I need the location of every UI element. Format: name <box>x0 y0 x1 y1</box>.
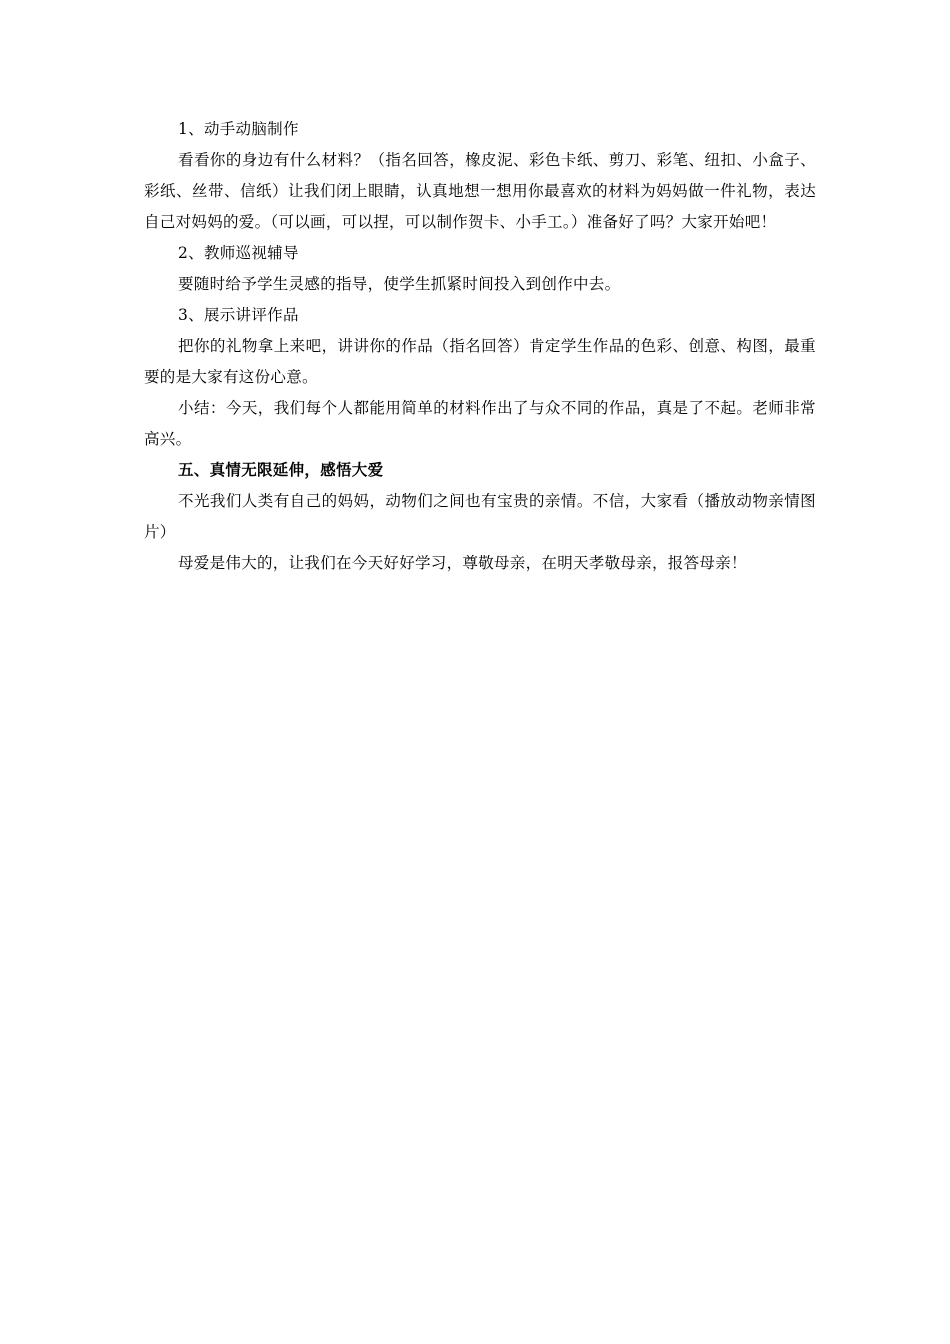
section-heading-five: 五、真情无限延伸，感悟大爱 <box>178 461 384 479</box>
step-heading-showcase: 3、展示讲评作品 <box>178 306 299 324</box>
paragraph-closing: 母爱是伟大的，让我们在今天好好学习，尊敬母亲，在明天孝敬母亲，报答母亲！ <box>178 554 747 572</box>
step-heading-teacher-guidance: 2、教师巡视辅导 <box>178 244 299 262</box>
paragraph-showcase: 把你的礼物拿上来吧，讲讲你的作品（指名回答）肯定学生作品的色彩、创意、构图，最重要的是大家有这份心意。 <box>144 337 816 386</box>
paragraph-materials: 看看你的身边有什么材料？（指名回答，橡皮泥、彩色卡纸、剪刀、彩笔、纽扣、小盒子、彩纸、丝带、信纸）让我们闭上眼睛，认真地想一想用你最喜欢的材料为妈妈做一件礼物，表达自己对妈妈的爱。（可以画，可以捏，可以制作贺卡、小手工。）准备好了吗？大家开始吧！ <box>144 151 816 231</box>
step-heading-make: 1、动手动脑制作 <box>178 120 299 138</box>
paragraph-guidance: 要随时给予学生灵感的指导，使学生抓紧时间投入到创作中去。 <box>178 275 621 293</box>
document-body <box>144 114 816 579</box>
paragraph-animal-love: 不光我们人类有自己的妈妈，动物们之间也有宝贵的亲情。不信，大家看（播放动物亲情图片） <box>144 492 816 541</box>
paragraph-summary: 小结：今天，我们每个人都能用简单的材料作出了与众不同的作品，真是了不起。老师非常高兴。 <box>144 399 816 448</box>
